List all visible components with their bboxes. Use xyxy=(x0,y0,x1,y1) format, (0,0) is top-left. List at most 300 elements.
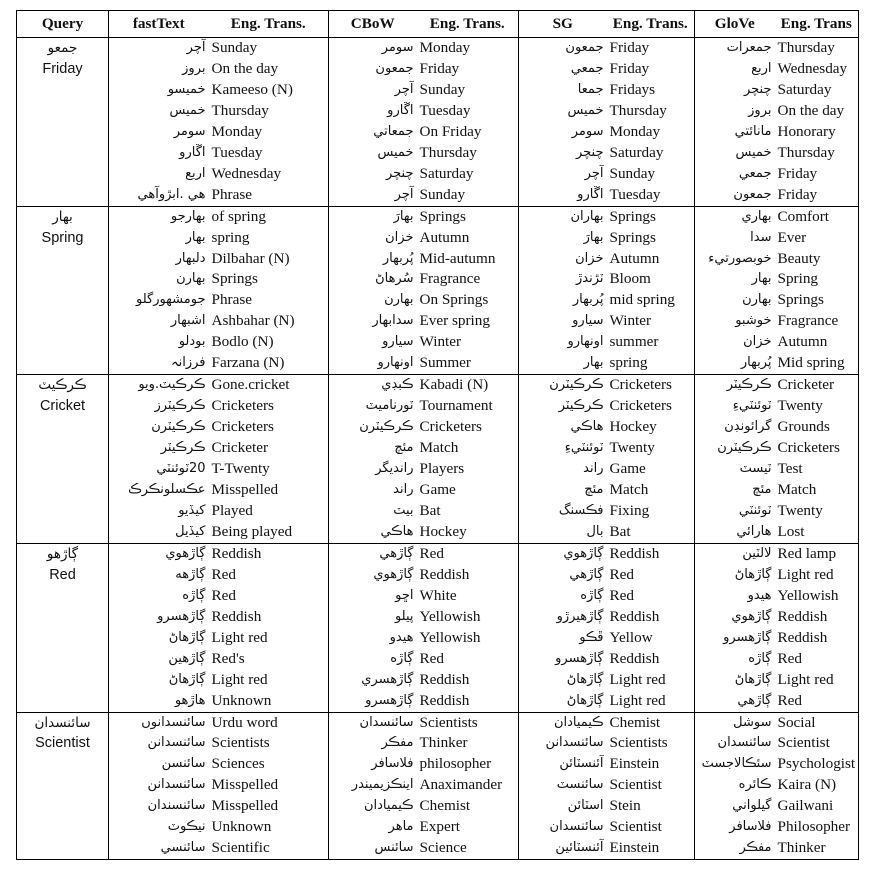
query-cell xyxy=(17,522,109,543)
fasttext-trans: Wednesday xyxy=(211,164,282,182)
query-cell xyxy=(17,249,109,270)
cbow-trans: Tuesday xyxy=(419,101,471,119)
fasttext-word: 20ٽوئنٽي xyxy=(109,459,209,480)
glove-trans: Psychologist xyxy=(775,754,859,775)
fasttext-trans: Light red xyxy=(211,670,268,688)
fasttext-word: بهار xyxy=(109,228,209,249)
sg-word: ڳاڙهوي xyxy=(519,543,607,564)
table-row xyxy=(17,712,859,733)
fasttext-trans: Reddish xyxy=(211,607,262,625)
cbow-word: هاڪي xyxy=(329,522,417,543)
glove-word: مانائتي xyxy=(695,122,775,143)
sg-trans: Scientist xyxy=(609,776,662,794)
cbow-trans: Yellowish xyxy=(419,628,481,646)
cbow-word: جمعاتي xyxy=(329,122,417,143)
fasttext-trans: Red xyxy=(211,565,236,583)
fasttext-trans: Reddish xyxy=(209,543,329,564)
sg-word: آئنسٽائين xyxy=(519,838,607,859)
fasttext-word: بهارن xyxy=(109,269,209,290)
fasttext-trans: Misspelled xyxy=(211,776,279,794)
fasttext-trans: Thursday xyxy=(211,101,269,119)
glove-trans: Twenty xyxy=(775,501,859,522)
fasttext-word: ڪرڪيٽرن xyxy=(109,417,209,438)
glove-trans: Spring xyxy=(775,269,859,290)
query-word: ڪرڪيٽ xyxy=(17,375,109,396)
sg-word: ڳاڙه xyxy=(519,586,607,607)
query-word: سائنسدان xyxy=(17,712,109,733)
fasttext-word: سائنسندان xyxy=(109,796,209,817)
glove-word: خوبصورتيء xyxy=(695,249,775,270)
sg-trans: Chemist xyxy=(607,712,695,733)
fasttext-word: ڪرڪيٽرز xyxy=(109,396,209,417)
fasttext-trans: Ashbahar (N) xyxy=(211,312,295,330)
table-row xyxy=(17,501,859,522)
sg-word: ڦڪو xyxy=(519,628,607,649)
fasttext-word: هاڙهو xyxy=(109,691,209,712)
query-cell xyxy=(17,290,109,311)
sg-trans: Red xyxy=(609,565,634,583)
glove-word: گيلواني xyxy=(695,796,775,817)
sg-word: خزان xyxy=(519,249,607,270)
header-sg-trans: Eng. Trans. xyxy=(607,11,695,38)
header-cbow-trans: Eng. Trans. xyxy=(417,11,519,38)
cbow-trans: Science xyxy=(417,838,519,859)
glove-word: لالٽين xyxy=(695,543,775,564)
glove-trans: Red lamp xyxy=(775,543,859,564)
fasttext-word: خميسو xyxy=(109,80,209,101)
glove-word: بروز xyxy=(695,101,775,122)
sg-trans: Fixing xyxy=(609,501,650,519)
cbow-word: رانديگر xyxy=(329,459,417,480)
glove-trans: Philosopher xyxy=(775,817,859,838)
cbow-word: ڪرڪيٽرن xyxy=(329,417,417,438)
glove-word: جمعرات xyxy=(695,38,775,59)
table-row xyxy=(17,59,859,80)
fasttext-trans: Red xyxy=(211,586,236,604)
glove-trans: Match xyxy=(775,480,859,501)
cbow-trans: Summer xyxy=(419,354,471,372)
glove-trans: Red xyxy=(775,649,859,670)
fasttext-word: کيڏيو xyxy=(109,501,209,522)
table-row xyxy=(17,670,859,691)
fasttext-word: دلبهار xyxy=(109,249,209,270)
table-row xyxy=(17,101,859,122)
fasttext-trans: Sunday xyxy=(211,39,258,56)
sg-trans: Sunday xyxy=(609,164,656,182)
glove-word: جمعون xyxy=(695,185,775,206)
glove-word: خوشبو xyxy=(695,311,775,332)
sg-trans: Game xyxy=(609,460,646,478)
fasttext-trans: spring xyxy=(211,228,250,246)
cbow-trans: Match xyxy=(419,439,459,457)
glove-trans: Cricketer xyxy=(775,375,859,396)
cbow-word: ڳاڙهسرو xyxy=(329,691,417,712)
cbow-trans: Ever spring xyxy=(419,312,490,330)
fasttext-word: ڳاڙهسرو xyxy=(109,607,209,628)
cbow-word: ماهر xyxy=(329,817,417,838)
sg-trans: Monday xyxy=(609,122,661,140)
table-row xyxy=(17,185,859,206)
fasttext-word: سائنسي xyxy=(109,838,209,859)
table-row xyxy=(17,332,859,353)
sg-trans: Reddish xyxy=(609,607,660,625)
glove-word: ٽيسٽ xyxy=(695,459,775,480)
glove-trans: Saturday xyxy=(775,80,859,101)
cbow-trans: Expert xyxy=(419,818,460,836)
fasttext-word: ڳاڙهاڻ xyxy=(109,628,209,649)
fasttext-trans: Urdu word xyxy=(209,712,329,733)
fasttext-trans: T-Twenty xyxy=(211,460,270,478)
sg-word: ٽڙندڙ xyxy=(519,269,607,290)
table-row xyxy=(17,817,859,838)
glove-word: بهار xyxy=(695,269,775,290)
glove-word: مئچ xyxy=(695,480,775,501)
cbow-trans: Sunday xyxy=(419,185,466,203)
cbow-word: راند xyxy=(329,480,417,501)
fasttext-trans: Red's xyxy=(211,649,245,667)
fasttext-word: سائنسدانن xyxy=(109,775,209,796)
query-word: ڳاڙهو xyxy=(17,543,109,564)
cbow-trans: Game xyxy=(419,481,456,499)
cbow-word: ڳاڙه xyxy=(329,649,417,670)
fasttext-word: بودلو xyxy=(109,332,209,353)
sg-trans: Match xyxy=(609,481,649,499)
sg-word: ڪيميادان xyxy=(519,712,607,733)
cbow-word: جمعون xyxy=(329,59,417,80)
sg-trans: Friday xyxy=(609,39,650,56)
sg-word: سومر xyxy=(519,122,607,143)
cbow-word: چنچر xyxy=(329,164,417,185)
table-row xyxy=(17,164,859,185)
fasttext-trans: Unknown xyxy=(211,691,272,709)
glove-trans: Test xyxy=(775,459,859,480)
cbow-word: پُربهار xyxy=(329,249,417,270)
table-row xyxy=(17,649,859,670)
fasttext-trans: Played xyxy=(211,501,253,519)
sg-trans: Light red xyxy=(609,691,666,709)
query-cell xyxy=(17,691,109,712)
table-row xyxy=(17,353,859,374)
glove-trans: Lost xyxy=(775,522,859,543)
sg-trans: summer xyxy=(609,333,659,351)
cbow-trans: Chemist xyxy=(419,797,471,815)
sg-word: راند xyxy=(519,459,607,480)
fasttext-trans: Phrase xyxy=(211,185,252,203)
sg-trans: Hockey xyxy=(609,418,657,436)
cbow-word: خزان xyxy=(329,228,417,249)
sg-trans: Cricketers xyxy=(609,397,672,415)
glove-word: هيدو xyxy=(695,586,775,607)
sg-trans: Fridays xyxy=(609,80,656,98)
query-cell xyxy=(17,311,109,332)
cbow-trans: Friday xyxy=(419,59,460,77)
glove-trans: Fragrance xyxy=(775,311,859,332)
glove-word: مفڪر xyxy=(695,838,775,859)
table-row xyxy=(17,311,859,332)
glove-word: ڪرڪيٽرن xyxy=(695,438,775,459)
glove-trans: Friday xyxy=(775,164,859,185)
sg-word: بال xyxy=(519,522,607,543)
table-row xyxy=(17,122,859,143)
cbow-word: بهارن xyxy=(329,290,417,311)
fasttext-trans: Cricketer xyxy=(211,439,269,457)
cbow-trans: Hockey xyxy=(419,522,467,540)
table-row xyxy=(17,607,859,628)
fasttext-word: بهارجو xyxy=(109,206,209,227)
glove-trans: Twenty xyxy=(775,396,859,417)
fasttext-word: سائنسدانوں xyxy=(109,712,209,733)
sg-trans: spring xyxy=(609,354,648,372)
sg-trans: Scientists xyxy=(609,734,668,752)
fasttext-word: ڳاڙه xyxy=(109,586,209,607)
header-glove: GloVe xyxy=(695,11,775,38)
glove-trans: Reddish xyxy=(775,628,859,649)
glove-word: چنچر xyxy=(695,80,775,101)
glove-word: ڳاڙهاڻ xyxy=(695,565,775,586)
fasttext-word: ڳاڙهوي xyxy=(109,543,209,564)
sg-trans: Bloom xyxy=(609,270,651,288)
cbow-trans: Players xyxy=(419,460,465,478)
cbow-trans: Cricketers xyxy=(419,418,482,436)
cbow-word: آچر xyxy=(329,185,417,206)
header-row xyxy=(17,11,859,38)
sg-word: هاڪي xyxy=(519,417,607,438)
fasttext-trans: Misspelled xyxy=(211,797,279,815)
cbow-trans: Thursday xyxy=(419,143,477,161)
sg-word: پُربهار xyxy=(519,290,607,311)
glove-trans: Thinker xyxy=(775,838,859,859)
sg-trans: Bat xyxy=(609,522,631,540)
cbow-trans: Scientists xyxy=(417,712,519,733)
table-row xyxy=(17,522,859,543)
fasttext-word: ڳاڙهين xyxy=(109,649,209,670)
cbow-trans: Autumn xyxy=(419,228,470,246)
table-row xyxy=(17,733,859,754)
cbow-word: اڇو xyxy=(329,586,417,607)
query-word: بهار xyxy=(17,206,109,227)
cbow-word: ڪبڊي xyxy=(329,375,417,396)
fasttext-word: هي .ابڙوآهي xyxy=(109,185,209,206)
fasttext-word: ڳاڙهاڻ xyxy=(109,670,209,691)
table-row xyxy=(17,228,859,249)
cbow-word: فلاسافر xyxy=(329,754,417,775)
query-translation: Friday xyxy=(17,59,109,80)
table-row xyxy=(17,775,859,796)
cbow-word: ٽورناميٽ xyxy=(329,396,417,417)
table-row xyxy=(17,417,859,438)
cbow-trans: Monday xyxy=(419,39,471,56)
fasttext-word: سائنسن xyxy=(109,754,209,775)
cbow-trans: philosopher xyxy=(419,755,492,773)
table-row xyxy=(17,249,859,270)
fasttext-trans: Unknown xyxy=(211,818,272,836)
fasttext-word: اربع xyxy=(109,164,209,185)
cbow-word: هيدو xyxy=(329,628,417,649)
sg-word: ڳاڙهسرو xyxy=(519,649,607,670)
query-translation: Red xyxy=(17,565,109,586)
sg-word: خميس xyxy=(519,101,607,122)
cbow-trans: Tournament xyxy=(419,397,493,415)
sg-trans: Saturday xyxy=(609,143,664,161)
sg-trans: Winter xyxy=(609,312,652,330)
table-row xyxy=(17,565,859,586)
glove-trans: On the day xyxy=(775,101,859,122)
cbow-word: اڱارو xyxy=(329,101,417,122)
fasttext-trans: Farzana (N) xyxy=(211,354,285,372)
sg-trans: Einstein xyxy=(607,838,695,859)
query-cell xyxy=(17,838,109,859)
sg-trans: Einstein xyxy=(609,755,660,773)
cbow-trans: Thinker xyxy=(419,734,468,752)
fasttext-trans: Tuesday xyxy=(211,143,263,161)
glove-word: هارائي xyxy=(695,522,775,543)
cbow-word: مئچ xyxy=(329,438,417,459)
table-row xyxy=(17,459,859,480)
fasttext-word: ڪرڪيٽ.ويو xyxy=(109,375,209,396)
fasttext-trans: Bodlo (N) xyxy=(211,333,274,351)
glove-trans: Yellowish xyxy=(775,586,859,607)
sg-trans: Scientist xyxy=(609,818,662,836)
glove-trans: Springs xyxy=(775,290,859,311)
sg-trans: Tuesday xyxy=(609,185,661,203)
fasttext-word: کيڏيل xyxy=(109,522,209,543)
table-row xyxy=(17,375,859,396)
table-row xyxy=(17,38,859,59)
query-cell xyxy=(17,796,109,817)
sg-word: جمعون xyxy=(519,38,607,59)
cbow-word: ڳاڙهي xyxy=(329,543,417,564)
cbow-trans: On Friday xyxy=(419,122,482,140)
header-sg: SG xyxy=(519,11,607,38)
glove-word: ڳاڙهي xyxy=(695,691,775,712)
cbow-word: خميس xyxy=(329,143,417,164)
sg-trans: Springs xyxy=(607,206,695,227)
fasttext-trans: Gone.cricket xyxy=(209,375,329,396)
glove-trans: Thursday xyxy=(775,143,859,164)
sg-word: ڳاڙهيرڙو xyxy=(519,607,607,628)
cbow-trans: Red xyxy=(419,649,444,667)
table-row xyxy=(17,269,859,290)
sg-word: اسٽائن xyxy=(519,796,607,817)
glove-word: اربع xyxy=(695,59,775,80)
sg-trans: Yellow xyxy=(609,628,653,646)
table-row xyxy=(17,290,859,311)
query-cell xyxy=(17,353,109,374)
table-row xyxy=(17,206,859,227)
cbow-trans: Reddish xyxy=(419,565,470,583)
header-fasttext-trans: Eng. Trans. xyxy=(209,11,329,38)
glove-trans: Cricketers xyxy=(775,438,859,459)
query-cell xyxy=(17,817,109,838)
sg-word: بهار xyxy=(519,353,607,374)
query-translation: Cricket xyxy=(17,396,109,417)
query-cell xyxy=(17,670,109,691)
query-cell xyxy=(17,459,109,480)
fasttext-word: اشبهار xyxy=(109,311,209,332)
cbow-trans: Sunday xyxy=(419,80,466,98)
query-cell xyxy=(17,628,109,649)
cbow-trans: Kabadi (N) xyxy=(417,375,519,396)
query-cell xyxy=(17,269,109,290)
glove-word: بهارن xyxy=(695,290,775,311)
table-row xyxy=(17,838,859,859)
glove-word: گرائونڊن xyxy=(695,417,775,438)
glove-trans: Light red xyxy=(775,670,859,691)
query-cell xyxy=(17,754,109,775)
query-translation: Spring xyxy=(17,228,109,249)
query-translation: Scientist xyxy=(17,733,109,754)
fasttext-trans: Being played xyxy=(211,522,293,540)
glove-trans: Social xyxy=(775,712,859,733)
fasttext-word: فرزانہ xyxy=(109,353,209,374)
glove-word: ڳاڙهاڻ xyxy=(695,670,775,691)
cbow-word: مفڪر xyxy=(329,733,417,754)
header-cbow: CBoW xyxy=(329,11,417,38)
query-cell xyxy=(17,417,109,438)
cbow-word: سائنس xyxy=(329,838,417,859)
sg-word: جمعا xyxy=(519,80,607,101)
sg-word: سائنسٽ xyxy=(519,775,607,796)
sg-trans: mid spring xyxy=(609,291,675,309)
glove-word: ڳاڙهسرو xyxy=(695,628,775,649)
glove-trans: Reddish xyxy=(775,607,859,628)
cbow-word: بيٽ xyxy=(329,501,417,522)
sg-trans: Cricketers xyxy=(607,375,695,396)
sg-trans: Reddish xyxy=(609,649,660,667)
sg-word: چنچر xyxy=(519,143,607,164)
cbow-trans: Winter xyxy=(419,333,462,351)
table-row xyxy=(17,438,859,459)
cbow-trans: Fragrance xyxy=(419,270,481,288)
query-word: جمعو xyxy=(17,38,109,59)
sg-trans: Stein xyxy=(609,797,641,815)
sg-word: ڪرڪيٽر xyxy=(519,396,607,417)
fasttext-trans: On the day xyxy=(211,59,279,77)
fasttext-trans: Monday xyxy=(211,122,263,140)
sg-word: مئچ xyxy=(519,480,607,501)
query-cell xyxy=(17,438,109,459)
glove-trans: Grounds xyxy=(775,417,859,438)
fasttext-word: سائنسدانن xyxy=(109,733,209,754)
glove-trans: Ever xyxy=(775,228,859,249)
fasttext-word: سومر xyxy=(109,122,209,143)
glove-word: ڳاڙه xyxy=(695,649,775,670)
sg-word: اڱارو xyxy=(519,185,607,206)
fasttext-word: عڪسلونڪرڪ xyxy=(109,480,209,501)
fasttext-trans: Cricketers xyxy=(211,397,274,415)
glove-trans: Red xyxy=(775,691,859,712)
query-cell xyxy=(17,122,109,143)
sg-trans: Reddish xyxy=(607,543,695,564)
fasttext-trans: of spring xyxy=(209,206,329,227)
sg-word: سيارو xyxy=(519,311,607,332)
fasttext-trans: Light red xyxy=(211,628,268,646)
glove-trans: Beauty xyxy=(775,249,859,270)
fasttext-trans: Dilbahar (N) xyxy=(211,249,290,267)
cbow-word: سيارو xyxy=(329,332,417,353)
cbow-trans: Springs xyxy=(417,206,519,227)
cbow-trans: Reddish xyxy=(419,691,470,709)
glove-word: ڪرڪيٽر xyxy=(695,375,775,396)
glove-word: ٽوئنٽي xyxy=(695,501,775,522)
query-cell xyxy=(17,586,109,607)
glove-word: بهاري xyxy=(695,206,775,227)
sg-word: اونهارو xyxy=(519,332,607,353)
table-row xyxy=(17,543,859,564)
query-cell xyxy=(17,101,109,122)
sg-word: بهاران xyxy=(519,206,607,227)
glove-trans: Autumn xyxy=(775,332,859,353)
